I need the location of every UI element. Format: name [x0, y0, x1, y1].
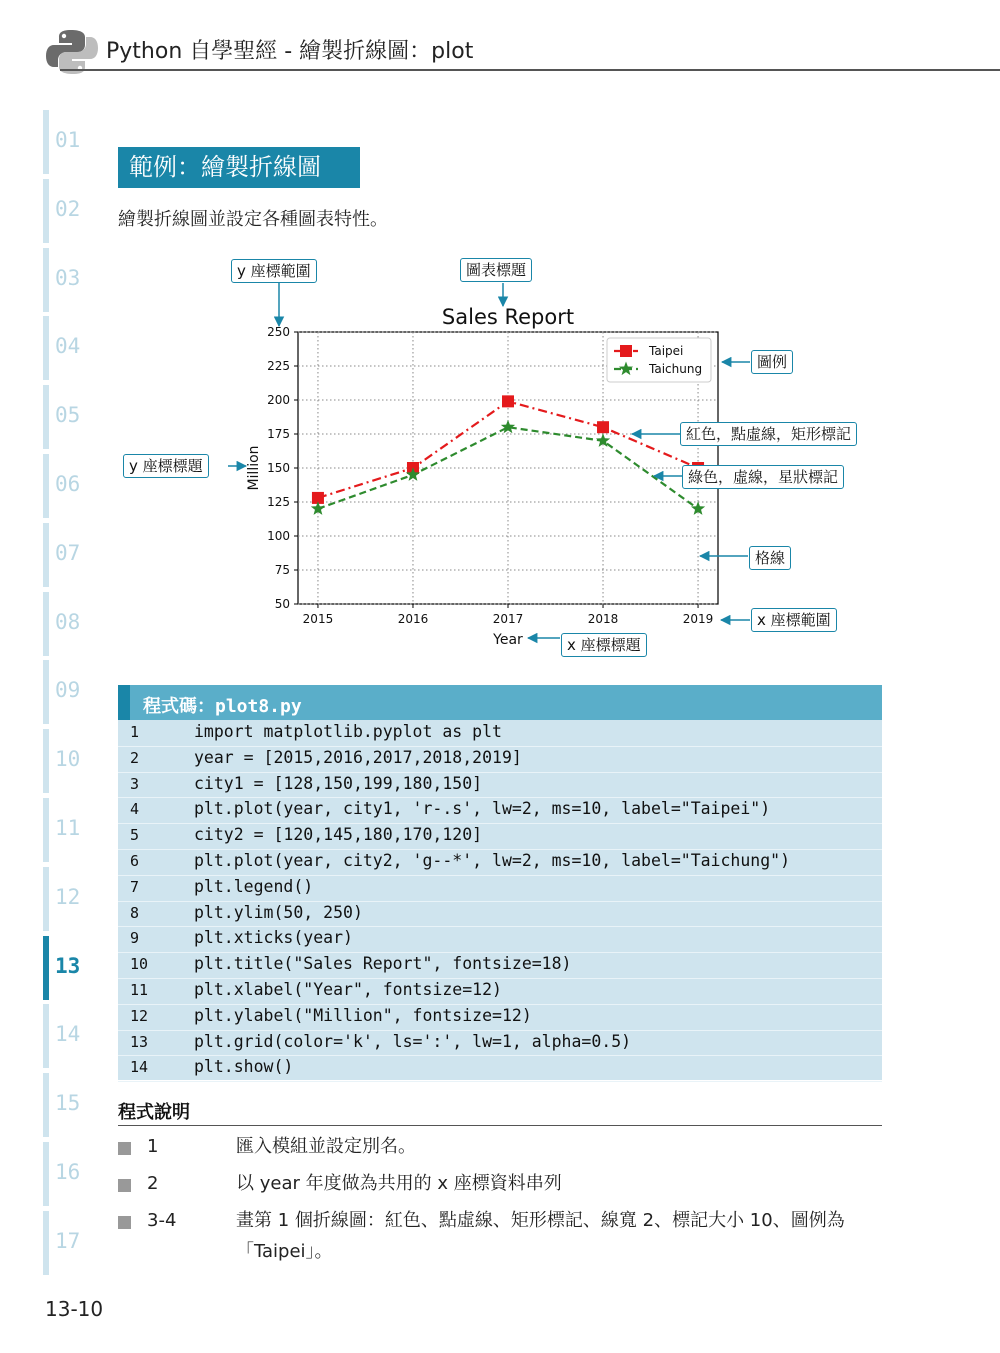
code-text: plt.ylim(50, 250)	[194, 902, 363, 922]
line-number: 12	[130, 1006, 149, 1025]
section-title: 範例：繪製折線圖	[118, 147, 360, 188]
line-number: 11	[130, 981, 149, 999]
line-number: 9	[130, 929, 140, 948]
chapter-tab-number: 15	[55, 1091, 81, 1116]
line-number: 8	[130, 903, 140, 922]
chapter-tab-bar	[43, 936, 49, 1000]
y-tick-label: 175	[267, 427, 290, 441]
y-tick-label: 225	[267, 359, 290, 373]
y-tick-label: 50	[274, 597, 290, 611]
explanation-text: 匯入模組並設定別名。	[236, 1136, 416, 1157]
line-number: 13	[130, 1032, 149, 1051]
chapter-tab-15	[43, 1073, 113, 1137]
chapter-tab-number: 06	[55, 472, 81, 496]
code-text: plt.plot(year, city1, 'r-.s', lw=2, ms=10, label="Taipei")	[194, 799, 771, 819]
code-text: plt.xticks(year)	[194, 928, 353, 948]
chapter-tab-number: 17	[55, 1228, 81, 1253]
callout-title: 圖表標題	[460, 258, 532, 282]
y-tick-label: 125	[267, 495, 290, 509]
chapter-tab-bar	[43, 729, 49, 793]
legend-marker	[620, 345, 632, 357]
x-tick-label: 2018	[587, 612, 619, 626]
chapter-tab-number: 16	[55, 1160, 81, 1184]
code-line	[118, 1004, 882, 1031]
y-tick-label: 150	[267, 461, 290, 475]
code-text: plt.show()	[194, 1057, 294, 1077]
line-number: 2	[130, 748, 140, 767]
chapter-tab-number: 03	[55, 265, 81, 290]
chapter-tab-11	[43, 798, 113, 862]
code-text: plt.ylabel("Million", fontsize=12)	[194, 1005, 532, 1025]
x-tick-label: 2015	[302, 612, 334, 626]
chapter-tab-bar	[43, 1211, 49, 1275]
callout-ylim: y 座標範圍	[231, 259, 317, 283]
y-tick-label: 100	[267, 529, 290, 543]
chapter-tab-bar	[43, 1142, 49, 1206]
code-line	[118, 849, 882, 876]
code-line	[118, 1055, 882, 1082]
line-number: 4	[130, 800, 140, 819]
x-tick-label: 2017	[492, 612, 524, 626]
y-axis-label: Million	[246, 445, 262, 491]
code-text: city2 = [120,145,180,170,120]	[194, 825, 483, 845]
line-number: 7	[130, 877, 140, 896]
y-tick-label: 75	[274, 563, 290, 577]
chapter-tab-16	[43, 1142, 113, 1206]
callout-green-line: 綠色，虛線，星狀標記	[682, 465, 844, 489]
code-line	[118, 772, 882, 799]
legend-label: Taichung	[649, 362, 703, 376]
chapter-tab-number: 01	[55, 128, 81, 152]
legend-label: Taipei	[649, 344, 684, 358]
chapter-tab-bar	[43, 110, 49, 174]
code-line	[118, 746, 882, 773]
bullet-square-icon	[118, 1216, 131, 1229]
page-header-title: Python 自學聖經 - 繪製折線圖：plot	[106, 39, 474, 64]
code-text: plt.xlabel("Year", fontsize=12)	[194, 980, 502, 999]
callout-xlabel: x 座標標題	[561, 633, 647, 657]
code-text: plt.legend()	[194, 876, 314, 896]
data-point-taipei	[597, 421, 609, 433]
explanation-divider	[118, 1125, 882, 1126]
explanation-heading: 程式說明	[118, 1102, 190, 1123]
code-line	[118, 875, 882, 902]
chart-title: Sales Report	[441, 305, 575, 329]
code-text: import matplotlib.pyplot as plt	[194, 722, 502, 741]
code-line	[118, 901, 882, 928]
chapter-tab-number: 08	[55, 609, 81, 634]
chapter-tab-bar	[43, 1004, 49, 1068]
code-text: plt.title("Sales Report", fontsize=18)	[194, 954, 572, 974]
intro-text: 繪製折線圖並設定各種圖表特性。	[118, 209, 388, 230]
chapter-tab-13	[43, 936, 113, 1000]
code-title: 程式碼：plot8.py	[143, 696, 302, 717]
chapter-tab-number: 13	[55, 953, 81, 978]
chapter-tab-number: 02	[55, 196, 81, 221]
chapter-tab-bar	[43, 179, 49, 243]
explanation-text: 以 year 年度做為共用的 x 座標資料串列	[236, 1173, 562, 1194]
code-line	[118, 952, 882, 979]
explanation-text: 畫第 1 個折線圖：紅色、點虛線、矩形標記、線寬 2、標記大小 10、圖例為「Taipei」。	[236, 1210, 845, 1262]
chapter-tab-number: 09	[55, 678, 81, 703]
chapter-tab-12	[43, 867, 113, 931]
explanation-line-ref: 1	[147, 1136, 159, 1157]
chapter-tab-10	[43, 729, 113, 793]
line-number: 6	[130, 852, 140, 870]
line-number: 5	[130, 826, 140, 845]
chapter-tab-number: 05	[55, 403, 81, 428]
chapter-tab-17	[43, 1211, 113, 1275]
page-number: 13-10	[45, 1297, 104, 1321]
chapter-tab-02	[43, 179, 113, 243]
chapter-tab-bar	[43, 867, 49, 931]
chapter-tab-number: 11	[55, 816, 81, 840]
chapter-tab-number: 14	[55, 1022, 81, 1047]
callout-ylabel: y 座標標題	[123, 454, 209, 478]
x-tick-label: 2016	[397, 612, 429, 626]
code-text: city1 = [128,150,199,180,150]	[194, 773, 483, 793]
code-line	[118, 823, 882, 850]
chapter-tab-01	[43, 110, 113, 174]
callout-red-line: 紅色，點虛線，矩形標記	[680, 422, 857, 446]
line-number: 3	[130, 774, 140, 793]
bullet-square-icon	[118, 1142, 131, 1155]
bullet-square-icon	[118, 1179, 131, 1192]
code-header-accent	[118, 685, 130, 720]
chapter-tab-bar	[43, 1073, 49, 1137]
x-axis-label: Year	[493, 632, 523, 648]
callout-xticks: x 座標範圍	[751, 608, 837, 632]
code-line	[118, 1030, 882, 1057]
callout-grid: 格線	[749, 546, 791, 570]
chapter-tab-number: 07	[55, 540, 81, 565]
x-tick-label: 2019	[682, 612, 714, 626]
line-number: 14	[130, 1058, 149, 1077]
chapter-tab-14	[43, 1004, 113, 1068]
code-text: plt.plot(year, city2, 'g--*', lw=2, ms=10, label="Taichung")	[194, 851, 791, 870]
y-tick-label: 250	[267, 325, 290, 339]
explanation-line-ref: 2	[147, 1173, 159, 1194]
line-number: 10	[130, 955, 149, 974]
chapter-tab-bar	[43, 798, 49, 862]
callout-legend: 圖例	[751, 350, 793, 374]
explanation-line-ref: 3-4	[147, 1210, 177, 1231]
chapter-tab-number: 10	[55, 747, 81, 772]
chapter-tab-number: 04	[55, 334, 81, 359]
code-line	[118, 797, 882, 824]
code-text: year = [2015,2016,2017,2018,2019]	[194, 747, 522, 767]
chapter-tab-number: 12	[55, 884, 81, 909]
header-divider	[60, 69, 1000, 71]
code-line	[118, 978, 882, 1005]
y-tick-label: 200	[267, 393, 290, 407]
data-point-taipei	[502, 395, 514, 407]
line-number: 1	[130, 723, 140, 741]
code-line	[118, 926, 882, 953]
code-text: plt.grid(color='k', ls=':', lw=1, alpha=0.5)	[194, 1031, 632, 1051]
code-line	[118, 720, 882, 747]
